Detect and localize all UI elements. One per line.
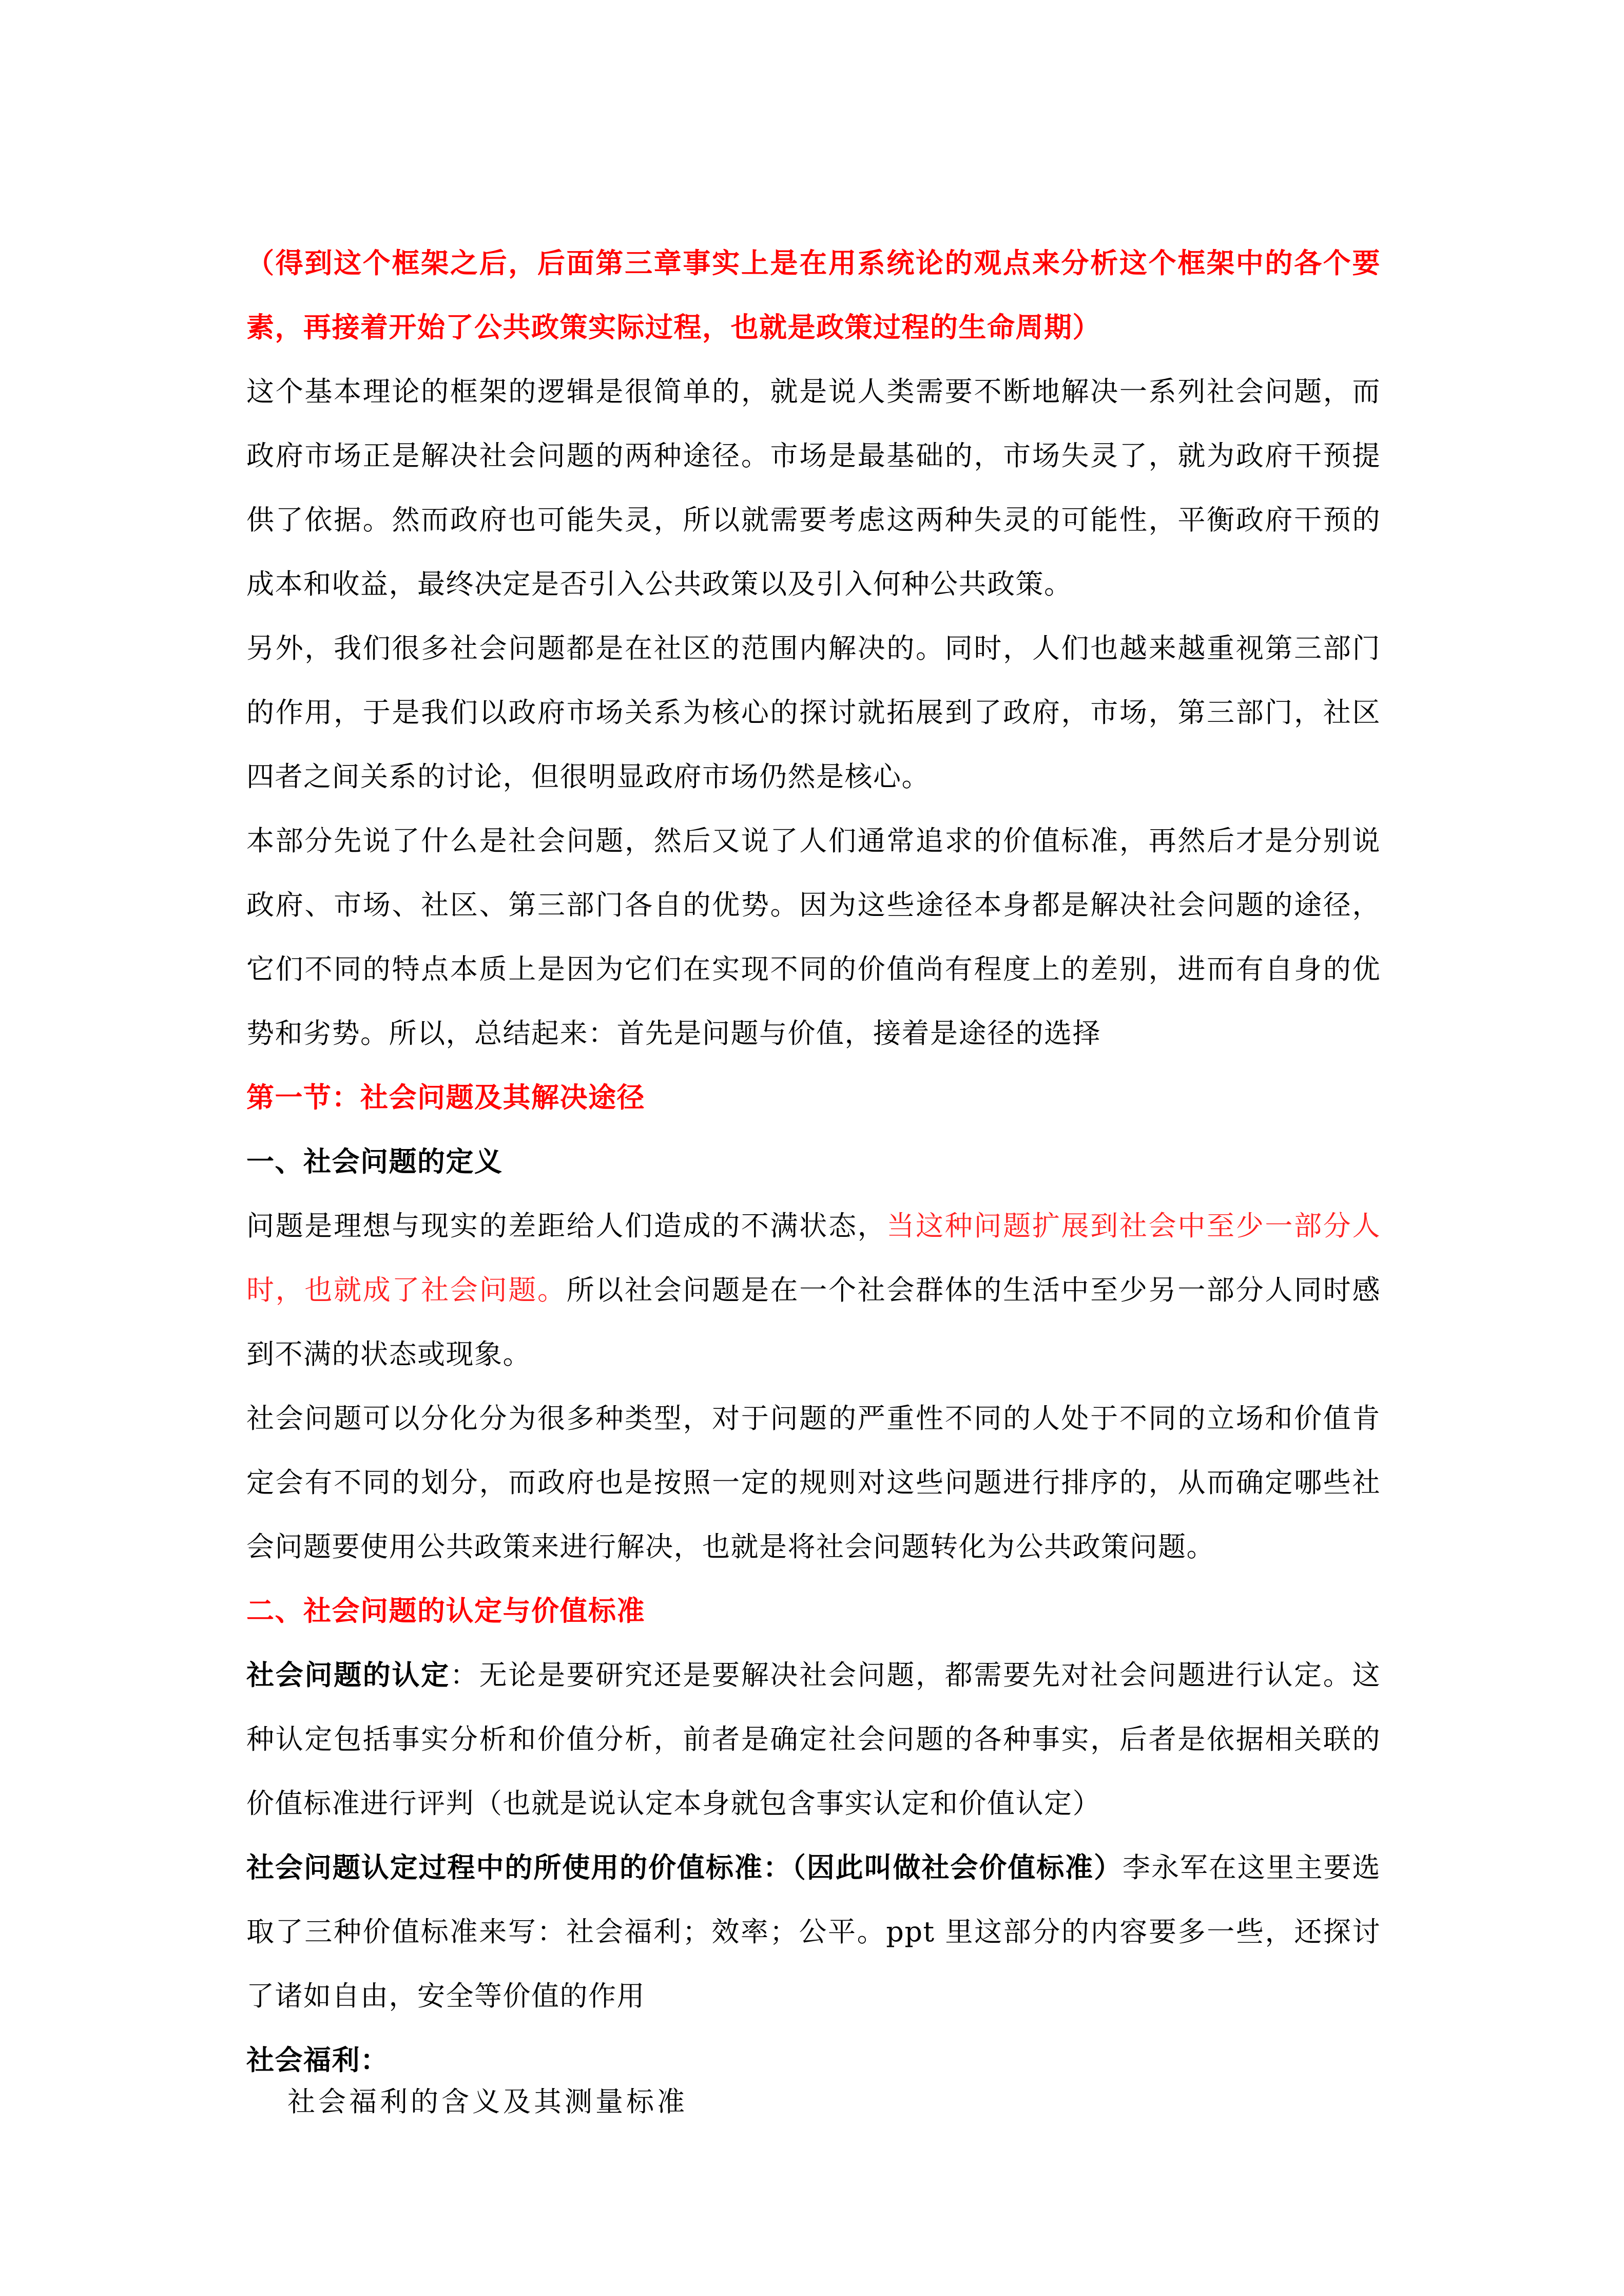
identification-label: 社会问题的认定	[246, 1659, 450, 1691]
subsection2-heading: 二、社会问题的认定与价值标准	[246, 1595, 645, 1627]
paragraph-value-standards	[246, 1835, 1381, 2028]
cutoff-line-text: 社会福利的含义及其测量标准	[287, 2085, 688, 2118]
value-standards-text: 李永军在这里主要选取了三种价值标准来写：社会福利；效率；公平。ppt 里这部分的内容要多一些，还探讨了诸如自由，安全等价值的作用	[246, 1851, 1381, 2012]
intro-note: （得到这个框架之后，后面第三章事实上是在用系统论的观点来分析这个框架中的各个要素，再接着开始了公共政策实际过程，也就是政策过程的生命周期）	[246, 247, 1381, 343]
paragraph-framework-logic: 这个基本理论的框架的逻辑是很简单的，就是说人类需要不断地解决一系列社会问题，而政府市场正是解决社会问题的两种途径。市场是最基础的，市场失灵了，就为政府干预提供了依据。然而政府也可能失灵，所以就需要考虑这两种失灵的可能性，平衡政府干预的成本和收益，最终决定是否引入公共政策以及引入何种公共政策。	[246, 375, 1381, 600]
value-standards-label: 社会问题认定过程中的所使用的价值标准：（因此叫做社会价值标准）	[246, 1851, 1123, 1884]
section1-heading: 第一节：社会问题及其解决途径	[246, 1081, 645, 1114]
welfare-heading: 社会福利：	[246, 2044, 389, 2076]
paragraph-definition	[246, 1194, 1381, 1386]
definition-part1: 问题是理想与现实的差距给人们造成的不满状态，	[246, 1210, 887, 1242]
paragraph-third-sector: 另外，我们很多社会问题都是在社区的范围内解决的。同时，人们也越来越重视第三部门的作用，于是我们以政府市场关系为核心的探讨就拓展到了政府，市场，第三部门，社区四者之间关系的讨论，但很明显政府市场仍然是核心。	[246, 632, 1381, 793]
paragraph-identification	[246, 1643, 1381, 1835]
subsection1-heading: 一、社会问题的定义	[246, 1145, 503, 1178]
paragraph-section-summary: 本部分先说了什么是社会问题，然后又说了人们通常追求的价值标准，再然后才是分别说政府、市场、社区、第三部门各自的优势。因为这些途径本身都是解决社会问题的途径，它们不同的特点本质上是因为它们在实现不同的价值尚有程度上的差别，进而有自身的优势和劣势。所以，总结起来：首先是问题与价值，接着是途径的选择	[246, 825, 1381, 1049]
definition-part3: 所以社会问题是在一个社会群体的生活中至少另一部分人同时感到不满的状态或现象。	[246, 1274, 1381, 1370]
paragraph-problem-types: 社会问题可以分化分为很多种类型，对于问题的严重性不同的人处于不同的立场和价值肯定会有不同的划分，而政府也是按照一定的规则对这些问题进行排序的，从而确定哪些社会问题要使用公共政策来进行解决，也就是将社会问题转化为公共政策问题。	[246, 1402, 1381, 1563]
document-page	[246, 231, 1381, 2092]
identification-text: ：无论是要研究还是要解决社会问题，都需要先对社会问题进行认定。这种认定包括事实分析和价值分析，前者是确定社会问题的各种事实，后者是依据相关联的价值标准进行评判（也就是说认定本身就包含事实认定和价值认定）	[246, 1659, 1381, 1820]
cutoff-next-line	[287, 2085, 729, 2118]
definition-highlight: 当这种问题扩展到社会中至少一部分人时，也就成了社会问题。	[246, 1210, 1381, 1306]
